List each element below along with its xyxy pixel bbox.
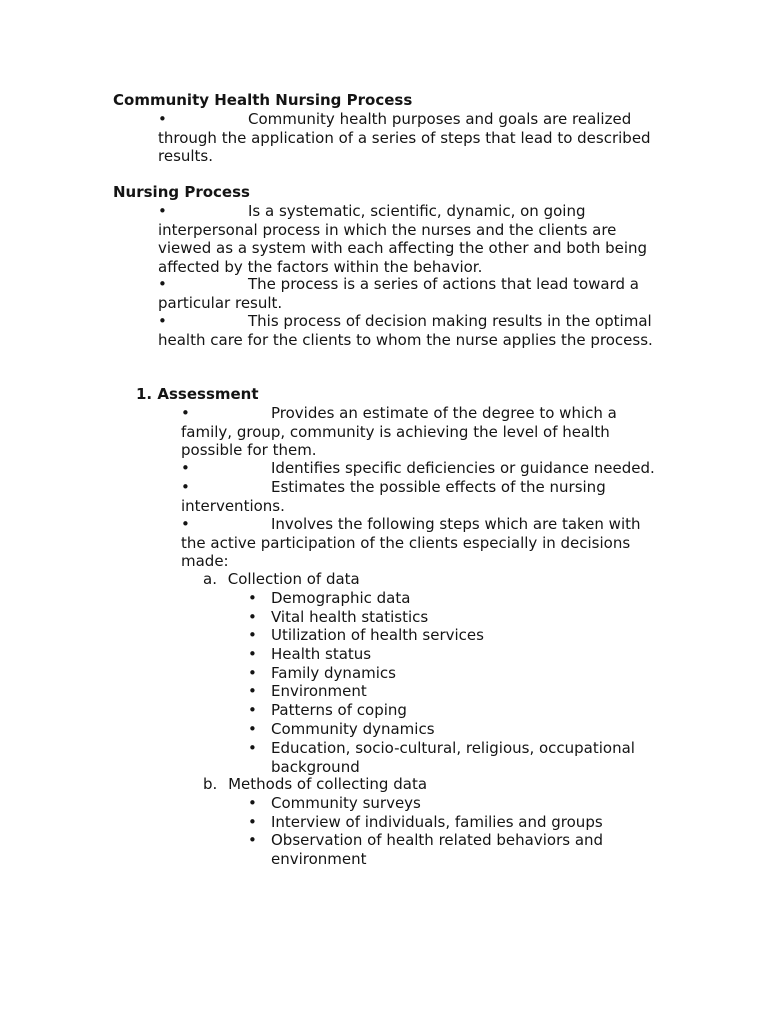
bullet: • bbox=[158, 275, 167, 293]
list-item bbox=[248, 739, 643, 776]
paragraph-text: The process is a series of actions that lead toward a particular result. bbox=[158, 275, 639, 312]
assessment-heading bbox=[136, 385, 259, 404]
list-item-text: Patterns of coping bbox=[271, 701, 407, 719]
assessment-paragraph bbox=[181, 515, 661, 571]
bullet: • bbox=[248, 645, 257, 663]
bullet: • bbox=[181, 459, 190, 477]
list-number: 1. bbox=[136, 385, 153, 403]
bullet: • bbox=[248, 626, 257, 644]
list-item-text: Environment bbox=[271, 682, 367, 700]
list-item bbox=[248, 813, 648, 832]
list-item bbox=[248, 831, 628, 868]
list-item bbox=[248, 794, 648, 813]
assessment-paragraph bbox=[181, 459, 661, 478]
bullet: • bbox=[181, 478, 190, 496]
list-item-text: Education, socio-cultural, religious, occupational background bbox=[271, 739, 635, 776]
paragraph-text: Identifies specific deficiencies or guidance needed. bbox=[271, 459, 655, 477]
sublist-marker: a. bbox=[203, 570, 217, 588]
nursing-process-paragraph bbox=[158, 202, 658, 276]
heading-community-health-nursing-process: Community Health Nursing Process bbox=[113, 91, 413, 109]
bullet: • bbox=[158, 202, 167, 220]
bullet: • bbox=[248, 794, 257, 812]
bullet: • bbox=[248, 720, 257, 738]
paragraph-text: Provides an estimate of the degree to which a family, group, community is achieving the level of health possible for them. bbox=[181, 404, 617, 460]
bullet: • bbox=[181, 404, 190, 422]
paragraph-text: This process of decision making results in the optimal health care for the clients to whom the nurse applies the process. bbox=[158, 312, 653, 349]
assessment-paragraph bbox=[181, 404, 661, 460]
paragraph-text: Involves the following steps which are taken with the active participation of the clients especially in decisions made: bbox=[181, 515, 641, 571]
list-item bbox=[248, 626, 648, 645]
nursing-process-paragraph bbox=[158, 275, 658, 312]
paragraph-text: Is a systematic, scientific, dynamic, on going interpersonal process in which the nurses and the clients are viewed as a system with each affecting the other and both being affected by the factors within the behavior. bbox=[158, 202, 648, 276]
list-item bbox=[248, 720, 648, 739]
list-item-text: Community dynamics bbox=[271, 720, 435, 738]
sublist-heading-a bbox=[203, 570, 360, 589]
bullet: • bbox=[248, 664, 257, 682]
list-item-text: Vital health statistics bbox=[271, 608, 429, 626]
bullet: • bbox=[248, 701, 257, 719]
bullet: • bbox=[181, 515, 190, 533]
list-item-text: Family dynamics bbox=[271, 664, 396, 682]
bullet: • bbox=[248, 682, 257, 700]
list-item bbox=[248, 682, 648, 701]
nursing-process-paragraph bbox=[158, 312, 658, 349]
list-item-text: Utilization of health services bbox=[271, 626, 484, 644]
list-item-text: Community surveys bbox=[271, 794, 421, 812]
bullet: • bbox=[248, 739, 257, 757]
list-item-text: Observation of health related behaviors and environment bbox=[271, 831, 604, 868]
assessment-title: Assessment bbox=[157, 385, 259, 403]
sublist-title: Collection of data bbox=[227, 570, 360, 588]
sublist-title: Methods of collecting data bbox=[228, 775, 428, 793]
list-item-text: Health status bbox=[271, 645, 372, 663]
bullet: • bbox=[158, 110, 167, 128]
list-item bbox=[248, 645, 648, 664]
paragraph-text: Community health purposes and goals are realized through the application of a series of steps that lead to described results. bbox=[158, 110, 651, 166]
bullet: • bbox=[158, 312, 167, 330]
list-item bbox=[248, 608, 648, 627]
intro-paragraph bbox=[158, 110, 658, 166]
list-item bbox=[248, 589, 648, 608]
sublist-marker: b. bbox=[203, 775, 218, 793]
bullet: • bbox=[248, 813, 257, 831]
bullet: • bbox=[248, 589, 257, 607]
bullet: • bbox=[248, 831, 257, 849]
assessment-paragraph bbox=[181, 478, 661, 515]
list-item-text: Demographic data bbox=[271, 589, 411, 607]
list-item bbox=[248, 701, 648, 720]
list-item bbox=[248, 664, 648, 683]
paragraph-text: Estimates the possible effects of the nursing interventions. bbox=[181, 478, 606, 515]
list-item-text: Interview of individuals, families and groups bbox=[271, 813, 603, 831]
bullet: • bbox=[248, 608, 257, 626]
heading-nursing-process: Nursing Process bbox=[113, 183, 250, 201]
sublist-heading-b bbox=[203, 775, 427, 794]
